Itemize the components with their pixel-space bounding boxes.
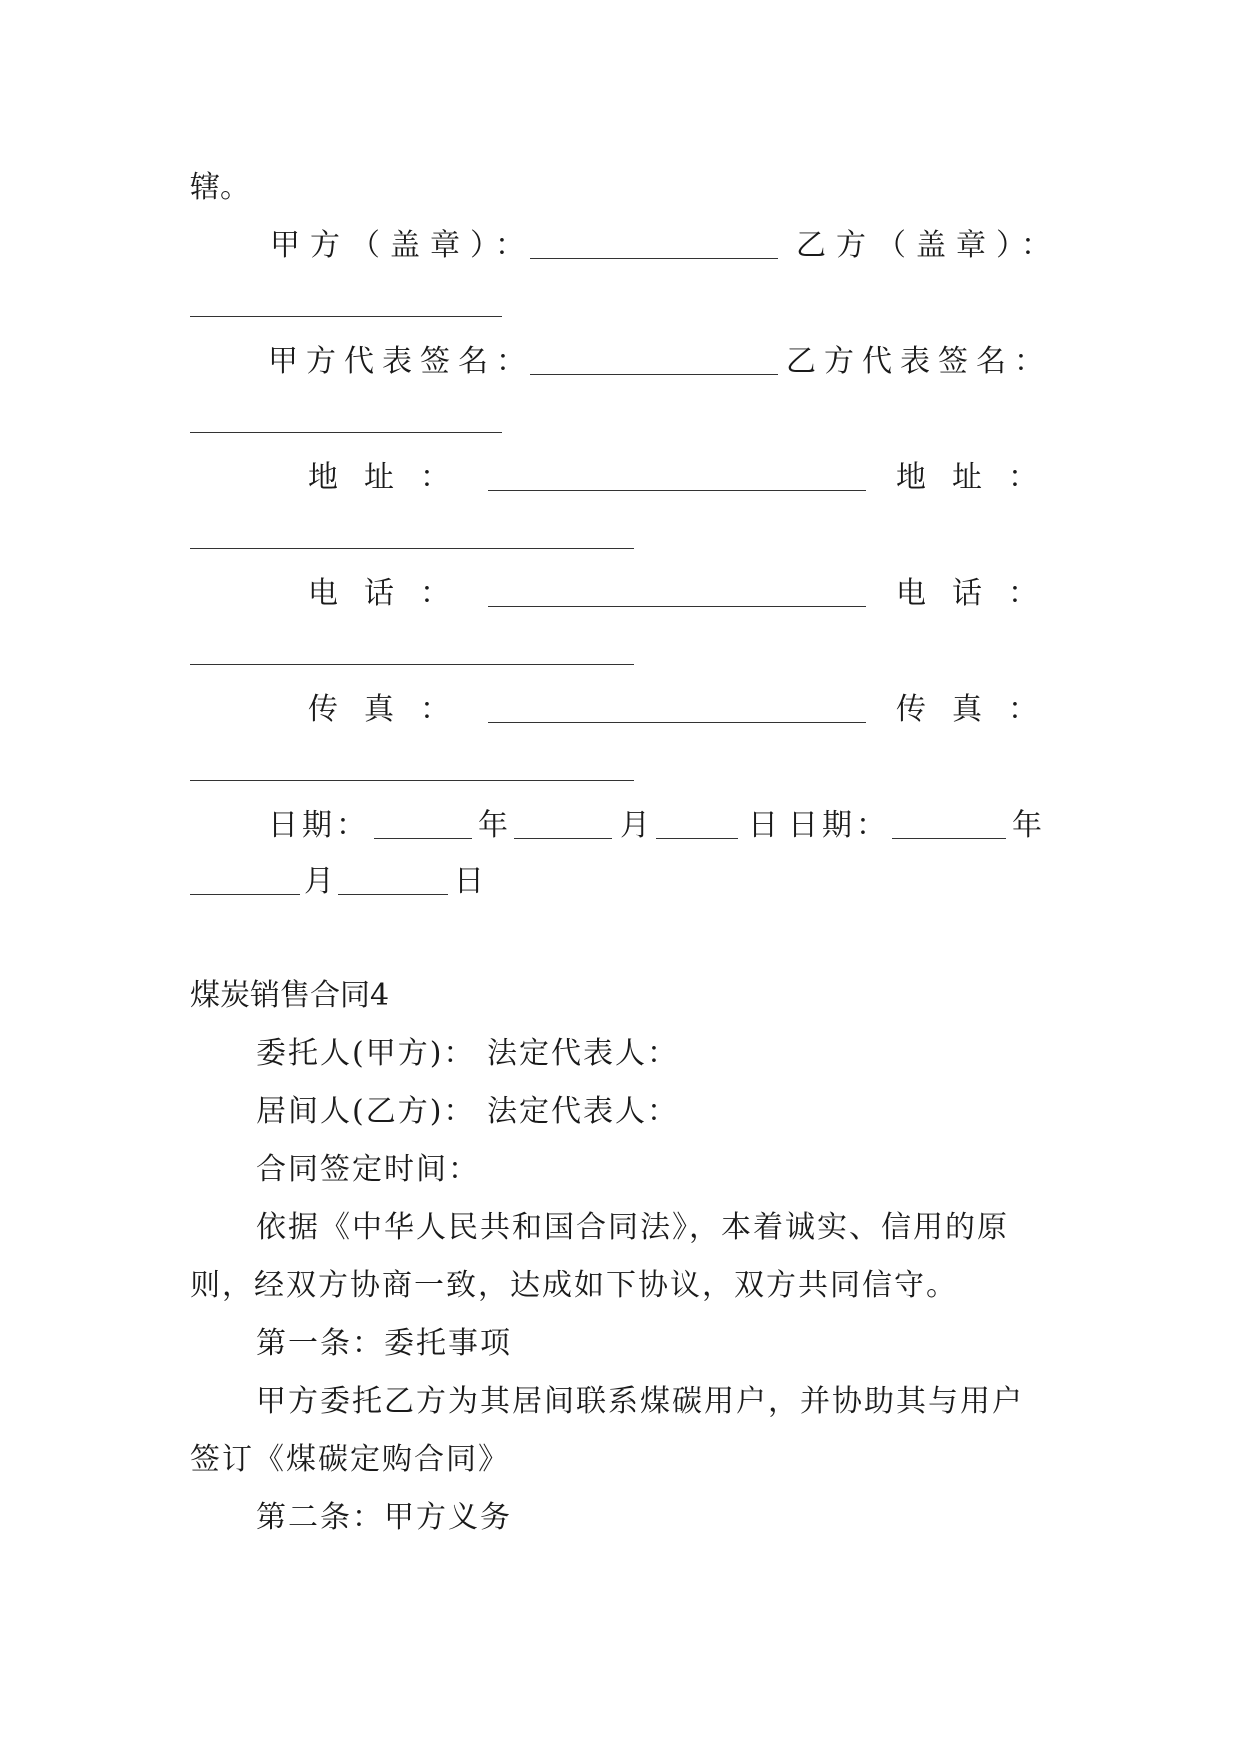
party-a-phone-label: 电话： — [308, 576, 476, 611]
party-b-rep-blank — [190, 432, 502, 433]
party-b-month-blank — [190, 894, 300, 895]
party-b-rep-label: 乙方代表签名： — [786, 344, 1052, 379]
broker-line: 居间人(乙方)： 法定代表人： — [256, 1094, 679, 1129]
party-b-phone-label: 电话： — [896, 576, 1064, 611]
party-b-address-label: 地址： — [896, 460, 1064, 495]
day-label: 日 — [454, 864, 484, 899]
party-a-year-blank — [374, 838, 472, 839]
party-a-seal-blank — [530, 258, 778, 259]
party-a-rep-blank — [530, 374, 778, 375]
party-b-fax-label: 传真： — [896, 692, 1064, 727]
party-a-address-label: 地址： — [308, 460, 476, 495]
month-label: 月 — [620, 808, 650, 843]
party-b-fax-blank — [190, 780, 634, 781]
article-heading: 第二条：甲方义务 — [256, 1500, 512, 1535]
year-label: 年 — [1012, 808, 1042, 843]
party-b-year-blank — [892, 838, 1006, 839]
party-b-day-blank — [338, 894, 448, 895]
year-label: 年 — [478, 808, 508, 843]
party-a-date-label: 日期： — [268, 808, 370, 843]
party-b-seal-blank — [190, 316, 502, 317]
party-b-seal-label: 乙方（盖章）： — [796, 228, 1061, 263]
party-a-fax-blank — [488, 722, 866, 723]
paragraph-line: 甲方委托乙方为其居间联系煤碳用户，并协助其与用户 — [256, 1384, 1024, 1419]
sign-time-line: 合同签定时间： — [256, 1152, 480, 1187]
contract-title: 煤炭销售合同4 — [190, 978, 390, 1013]
day-label: 日 — [748, 808, 778, 843]
principal-line: 委托人(甲方)： 法定代表人： — [256, 1036, 679, 1071]
party-a-day-blank — [656, 838, 738, 839]
party-a-month-blank — [514, 838, 612, 839]
text-line: 辖。 — [190, 170, 250, 205]
month-label: 月 — [304, 864, 334, 899]
party-b-address-blank — [190, 548, 634, 549]
party-a-address-blank — [488, 490, 866, 491]
party-b-date-label: 日期： — [788, 808, 890, 843]
paragraph-line: 依据《中华人民共和国合同法》，本着诚实、信用的原 — [256, 1210, 1009, 1245]
party-a-phone-blank — [488, 606, 866, 607]
paragraph-line: 则，经双方协商一致，达成如下协议，双方共同信守。 — [190, 1268, 958, 1303]
party-a-rep-label: 甲方代表签名： — [268, 344, 534, 379]
article-heading: 第一条：委托事项 — [256, 1326, 512, 1361]
party-a-seal-label: 甲方（盖章）： — [270, 228, 535, 263]
paragraph-line: 签订《煤碳定购合同》 — [190, 1442, 510, 1477]
party-b-phone-blank — [190, 664, 634, 665]
party-a-fax-label: 传真： — [308, 692, 476, 727]
